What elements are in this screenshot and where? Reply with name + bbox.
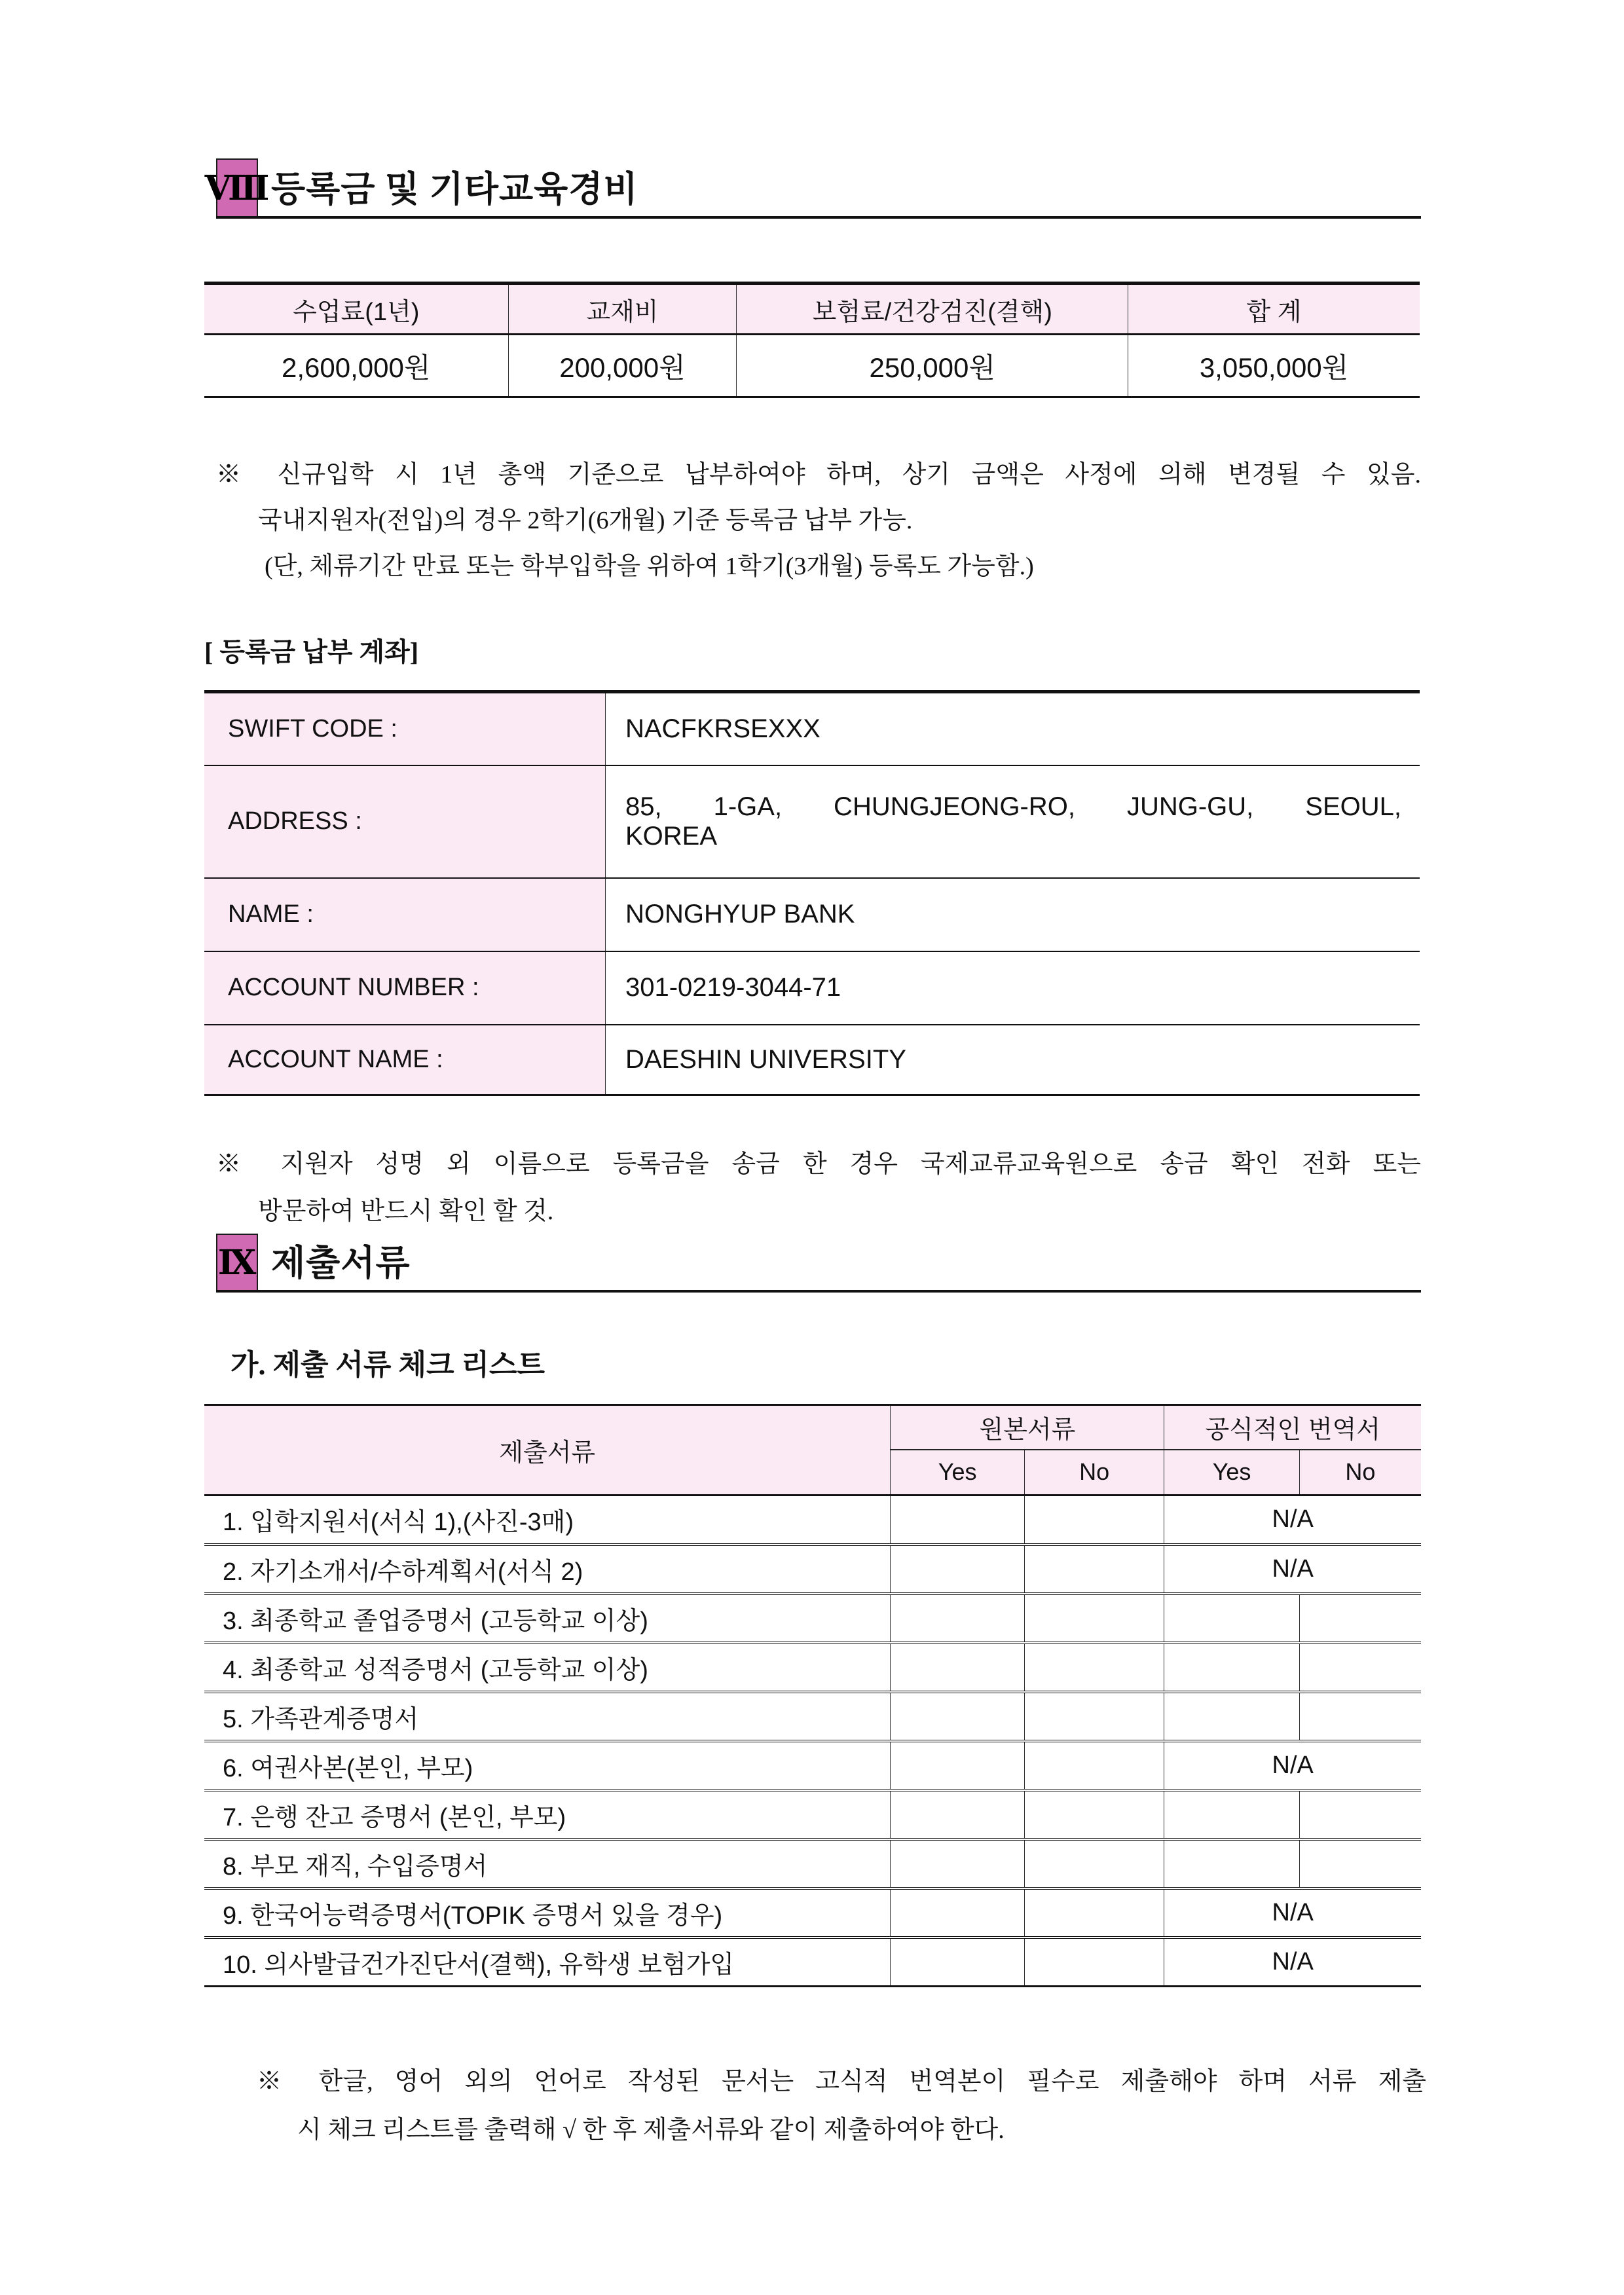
bank-account-table [204,690,1420,1096]
bank-row-name [204,878,1420,951]
translation-no-cell [1299,1692,1421,1741]
document-label: 8. 부모 재직, 수입증명서 [204,1839,891,1888]
checklist-row [204,1692,1421,1741]
original-yes-cell [891,1545,1024,1594]
translation-yes-cell [1164,1643,1299,1692]
bank-label-swift: SWIFT CODE : [204,692,605,765]
translation-na-cell: N/A [1164,1937,1421,1987]
fee-header-tuition: 수업료(1년) [204,284,508,335]
note-line: 시 체크 리스트를 출력해 √ 한 후 제출서류와 같이 제출하여야 한다. [297,2116,1005,2144]
document-label: 3. 최종학교 졸업증명서 (고등학교 이상) [204,1594,891,1643]
bank-label-address: ADDRESS : [204,765,605,878]
note-line: 방문하여 반드시 확인 할 것. [258,1198,554,1225]
original-yes-cell [891,1594,1024,1643]
checklist-row [204,1790,1421,1839]
bank-row-swift [204,692,1420,765]
original-no-cell [1024,1937,1164,1987]
bank-label-account-name: ACCOUNT NAME : [204,1025,605,1095]
section-viii-rule [216,216,1421,219]
fee-header-total: 합 계 [1128,284,1420,335]
footer-note [257,2057,1426,2154]
bank-row-address [204,765,1420,878]
note-line: ※ 신규입학 시 1년 총액 기준으로 납부하여야 하며, 상기 금액은 사정에 의해 변경될 수 있음. [216,461,1421,488]
section-ix-title: 제출서류 [271,1243,411,1283]
bank-value-account-name: DAESHIN UNIVERSITY [605,1025,1420,1095]
fee-header-textbook: 교재비 [508,284,737,335]
document-label: 2. 자기소개서/수하계획서(서식 2) [204,1545,891,1594]
note-line: ※ 한글, 영어 외의 언어로 작성된 문서는 고식적 번역본이 필수로 제출해야 하며 서류 제출 [257,2068,1426,2095]
fee-header-row [204,284,1420,335]
translation-no-header: No [1299,1450,1421,1496]
checklist-header-documents: 제출서류 [204,1405,891,1496]
translation-na-cell: N/A [1164,1741,1421,1790]
fee-value-total: 3,050,000원 [1128,335,1420,397]
translation-yes-cell [1164,1692,1299,1741]
original-no-cell [1024,1790,1164,1839]
translation-na-cell: N/A [1164,1888,1421,1937]
section-ix-badge [216,1234,258,1291]
fee-value-insurance: 250,000원 [737,335,1128,397]
roman-numeral-ix: Ⅸ [217,1242,257,1283]
original-yes-cell [891,1741,1024,1790]
original-no-header: No [1024,1450,1164,1496]
bank-row-account-name [204,1025,1420,1095]
section-viii-badge [204,158,270,217]
translation-no-cell [1299,1594,1421,1643]
original-yes-cell [891,1937,1024,1987]
checklist-row [204,1545,1421,1594]
original-no-cell [1024,1545,1164,1594]
checklist-header-row1 [204,1405,1421,1450]
document-label: 4. 최종학교 성적증명서 (고등학교 이상) [204,1643,891,1692]
bank-value-name: NONGHYUP BANK [605,878,1420,951]
checklist-row [204,1496,1421,1545]
original-no-cell [1024,1839,1164,1888]
original-no-cell [1024,1643,1164,1692]
translation-yes-cell [1164,1594,1299,1643]
translation-no-cell [1299,1790,1421,1839]
original-no-cell [1024,1496,1164,1545]
fee-header-insurance: 보험료/건강검진(결핵) [737,284,1128,335]
translation-yes-cell [1164,1790,1299,1839]
transfer-note [216,1141,1421,1235]
document-label: 5. 가족관계증명서 [204,1692,891,1741]
original-yes-cell [891,1643,1024,1692]
section-ix-rule [216,1290,1421,1293]
note-line: ※ 지원자 성명 외 이름으로 등록금을 송금 한 경우 국제교류교육원으로 송금 확인 전화 또는 [216,1150,1421,1178]
checklist-row [204,1937,1421,1987]
document-label: 10. 의사발급건가진단서(결핵), 유학생 보험가입 [204,1937,891,1987]
bank-value-swift: NACFKRSEXXX [605,692,1420,765]
fee-table [204,282,1420,398]
account-heading: [ 등록금 납부 계좌] [204,637,419,667]
checklist-row [204,1643,1421,1692]
checklist-header-original: 원본서류 [891,1405,1164,1450]
original-yes-cell [891,1888,1024,1937]
translation-no-cell [1299,1839,1421,1888]
checklist-table [204,1404,1421,1987]
original-no-cell [1024,1692,1164,1741]
original-yes-header: Yes [891,1450,1024,1496]
bank-row-account-number [204,951,1420,1025]
roman-numeral-viii: Ⅷ [204,168,270,208]
translation-no-cell [1299,1643,1421,1692]
checklist-row [204,1888,1421,1937]
bank-label-name: NAME : [204,878,605,951]
section-viii-title: 등록금 및 기타교육경비 [271,170,638,209]
fee-value-tuition: 2,600,000원 [204,335,508,397]
translation-na-cell: N/A [1164,1545,1421,1594]
translation-na-cell: N/A [1164,1496,1421,1545]
checklist-row [204,1741,1421,1790]
original-no-cell [1024,1741,1164,1790]
checklist-header-translation: 공식적인 번역서 [1164,1405,1421,1450]
checklist-row [204,1594,1421,1643]
translation-yes-cell [1164,1839,1299,1888]
translation-yes-header: Yes [1164,1450,1299,1496]
document-label: 7. 은행 잔고 증명서 (본인, 부모) [204,1790,891,1839]
bank-value-address [605,765,1420,878]
tuition-note [216,452,1421,589]
bank-value-account-number: 301-0219-3044-71 [605,951,1420,1025]
original-yes-cell [891,1496,1024,1545]
checklist-row [204,1839,1421,1888]
original-no-cell [1024,1594,1164,1643]
document-label: 6. 여권사본(본인, 부모) [204,1741,891,1790]
original-yes-cell [891,1692,1024,1741]
fee-value-textbook: 200,000원 [508,335,737,397]
document-label: 9. 한국어능력증명서(TOPIK 증명서 있을 경우) [204,1888,891,1937]
document-label: 1. 입학지원서(서식 1),(사진-3매) [204,1496,891,1545]
bank-address-line2: KOREA [625,821,718,851]
original-yes-cell [891,1839,1024,1888]
bank-address-line1: 85, 1-GA, CHUNGJEONG-RO, JUNG-GU, SEOUL, [625,792,1401,821]
original-yes-cell [891,1790,1024,1839]
checklist-subtitle: 가. 제출 서류 체크 리스트 [231,1349,545,1381]
note-line: (단, 체류기간 만료 또는 학부입학을 위하여 1학기(3개월) 등록도 가능함.) [265,553,1034,580]
bank-label-account-number: ACCOUNT NUMBER : [204,951,605,1025]
note-line: 국내지원자(전입)의 경우 2학기(6개월) 기준 등록금 납부 가능. [258,507,913,534]
fee-value-row [204,335,1420,397]
original-no-cell [1024,1888,1164,1937]
